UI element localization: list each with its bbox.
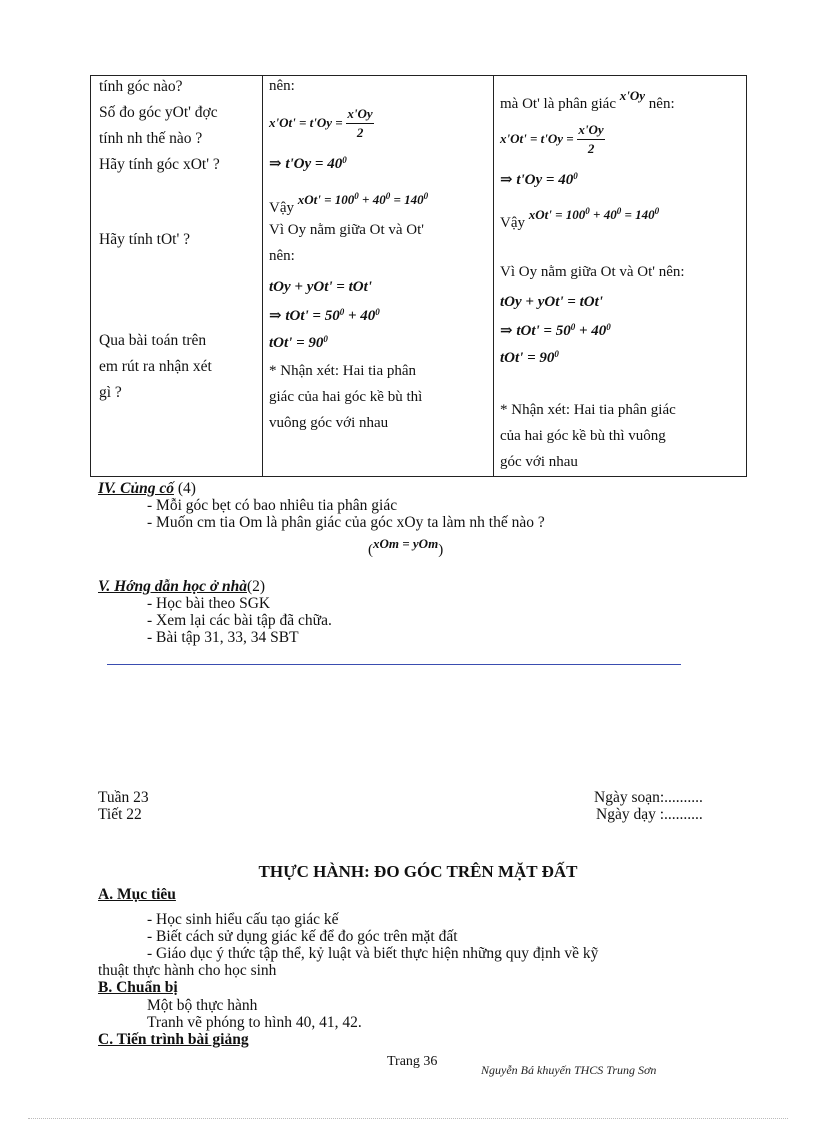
list-item: - Học bài theo SGK <box>147 595 271 612</box>
formula-sum: tOy + yOt' = tOt' <box>500 294 603 310</box>
period-label: Tiết 22 <box>98 806 142 823</box>
remark-text: vuông góc với nhau <box>269 415 389 431</box>
section-c-heading: C. Tiến trình bài giảng <box>98 1031 249 1048</box>
remark-text: * Nhận xét: Hai tia phân <box>269 363 417 379</box>
solution-text: Vì Oy nằm giữa Ot và Ot' <box>269 222 424 238</box>
remark-text: * Nhận xét: Hai tia phân giác <box>500 402 676 418</box>
question-line: Qua bài toán trên <box>99 332 207 349</box>
column-divider <box>262 76 263 476</box>
formula-tot-result: $tOt' = 90^0$ <box>269 334 328 351</box>
remark-text: của hai góc kề bù thì vuông <box>500 428 666 444</box>
list-item: - Học sinh hiểu cấu tạo giác kế <box>147 911 339 928</box>
solution-text: nên: <box>269 248 295 264</box>
list-item: Tranh vẽ phóng to hình 40, 41, 42. <box>147 1014 362 1031</box>
remark-text: góc với nhau <box>500 454 578 470</box>
formula-bisector: x'Ot' = t'Oy = $\frac{x'Oy}{2}$ <box>500 122 604 156</box>
question-line: Hãy tính góc xOt' ? <box>99 156 220 173</box>
teaching-date: Ngày dạy :.......... <box>596 806 703 823</box>
solution-text: mà Ot' là phân giác x'Oy nên: <box>500 88 675 112</box>
page-number: Trang 36 <box>387 1054 438 1069</box>
question-line: tính nh thế nào ? <box>99 130 203 147</box>
list-item: Một bộ thực hành <box>147 997 258 1014</box>
list-item-continuation: thuật thực hành cho học sinh <box>98 962 277 979</box>
list-item: - Mỗi góc bẹt có bao nhiêu tia phân giác <box>147 497 398 514</box>
prepared-date: Ngày soạn:.......... <box>594 789 703 806</box>
list-item: - Xem lại các bài tập đã chữa. <box>147 612 332 629</box>
author-signature: Nguyễn Bá khuyến THCS Trung Sơn <box>481 1063 657 1077</box>
question-line: gì ? <box>99 384 122 401</box>
section-v-heading: V. Hớng dẫn học ở nhà(2) <box>98 578 266 595</box>
solution-text: nên: <box>269 78 295 94</box>
list-item: - Bài tập 31, 33, 34 SBT <box>147 629 299 646</box>
page-border <box>28 1118 788 1119</box>
section-iv-heading: IV. Củng cố (4) <box>98 480 196 497</box>
column-divider <box>493 76 494 476</box>
list-item: - Muốn cm tia Om là phân giác của góc xOy ta làm nh thế nào ? <box>147 514 545 531</box>
question-line: tính góc nào? <box>99 78 183 95</box>
formula-t-oy: ⇒ $t'Oy = 40^0$ <box>500 171 578 188</box>
week-label: Tuần 23 <box>98 789 149 806</box>
formula-tot-result: $tOt' = 90^0$ <box>500 349 559 366</box>
formula-t-oy: ⇒ $t'Oy = 40^0$ <box>269 155 347 172</box>
formula-tot: ⇒ $tOt' = 50^0 + 40^0$ <box>269 307 380 324</box>
list-item: - Giáo dục ý thức tập thể, kỷ luật và biết thực hiện những quy định về kỹ <box>147 945 599 962</box>
formula-tot: ⇒ $tOt' = 50^0 + 40^0$ <box>500 322 611 339</box>
list-item: - Biết cách sử dụng giác kế để đo góc trên mặt đất <box>147 928 458 945</box>
question-line: Số đo góc yOt' đợc <box>99 104 218 121</box>
section-a-heading: A. Mục tiêu <box>98 886 176 903</box>
section-b-heading: B. Chuẩn bị <box>98 979 178 996</box>
lesson-table <box>90 75 747 477</box>
formula-om: (xOm = yOm) <box>368 536 444 558</box>
formula-xot: Vậy $xOt' = 100^0 + 40^0 = 140^0$ <box>500 206 660 231</box>
question-line: em rút ra nhận xét <box>99 358 212 375</box>
formula-sum: tOy + yOt' = tOt' <box>269 279 372 295</box>
solution-text: Vì Oy nằm giữa Ot và Ot' nên: <box>500 264 685 280</box>
formula-bisector: x'Ot' = t'Oy = $\frac{x'Oy}{2}$ <box>269 106 373 140</box>
question-line: Hãy tính tOt' ? <box>99 231 191 248</box>
separator-line <box>107 664 681 665</box>
formula-xot: Vậy $xOt' = 100^0 + 40^0 = 140^0$ <box>269 191 429 216</box>
page-title: THỰC HÀNH: ĐO GÓC TRÊN MẶT ĐẤT <box>258 862 578 881</box>
remark-text: giác của hai góc kề bù thì <box>269 389 423 405</box>
